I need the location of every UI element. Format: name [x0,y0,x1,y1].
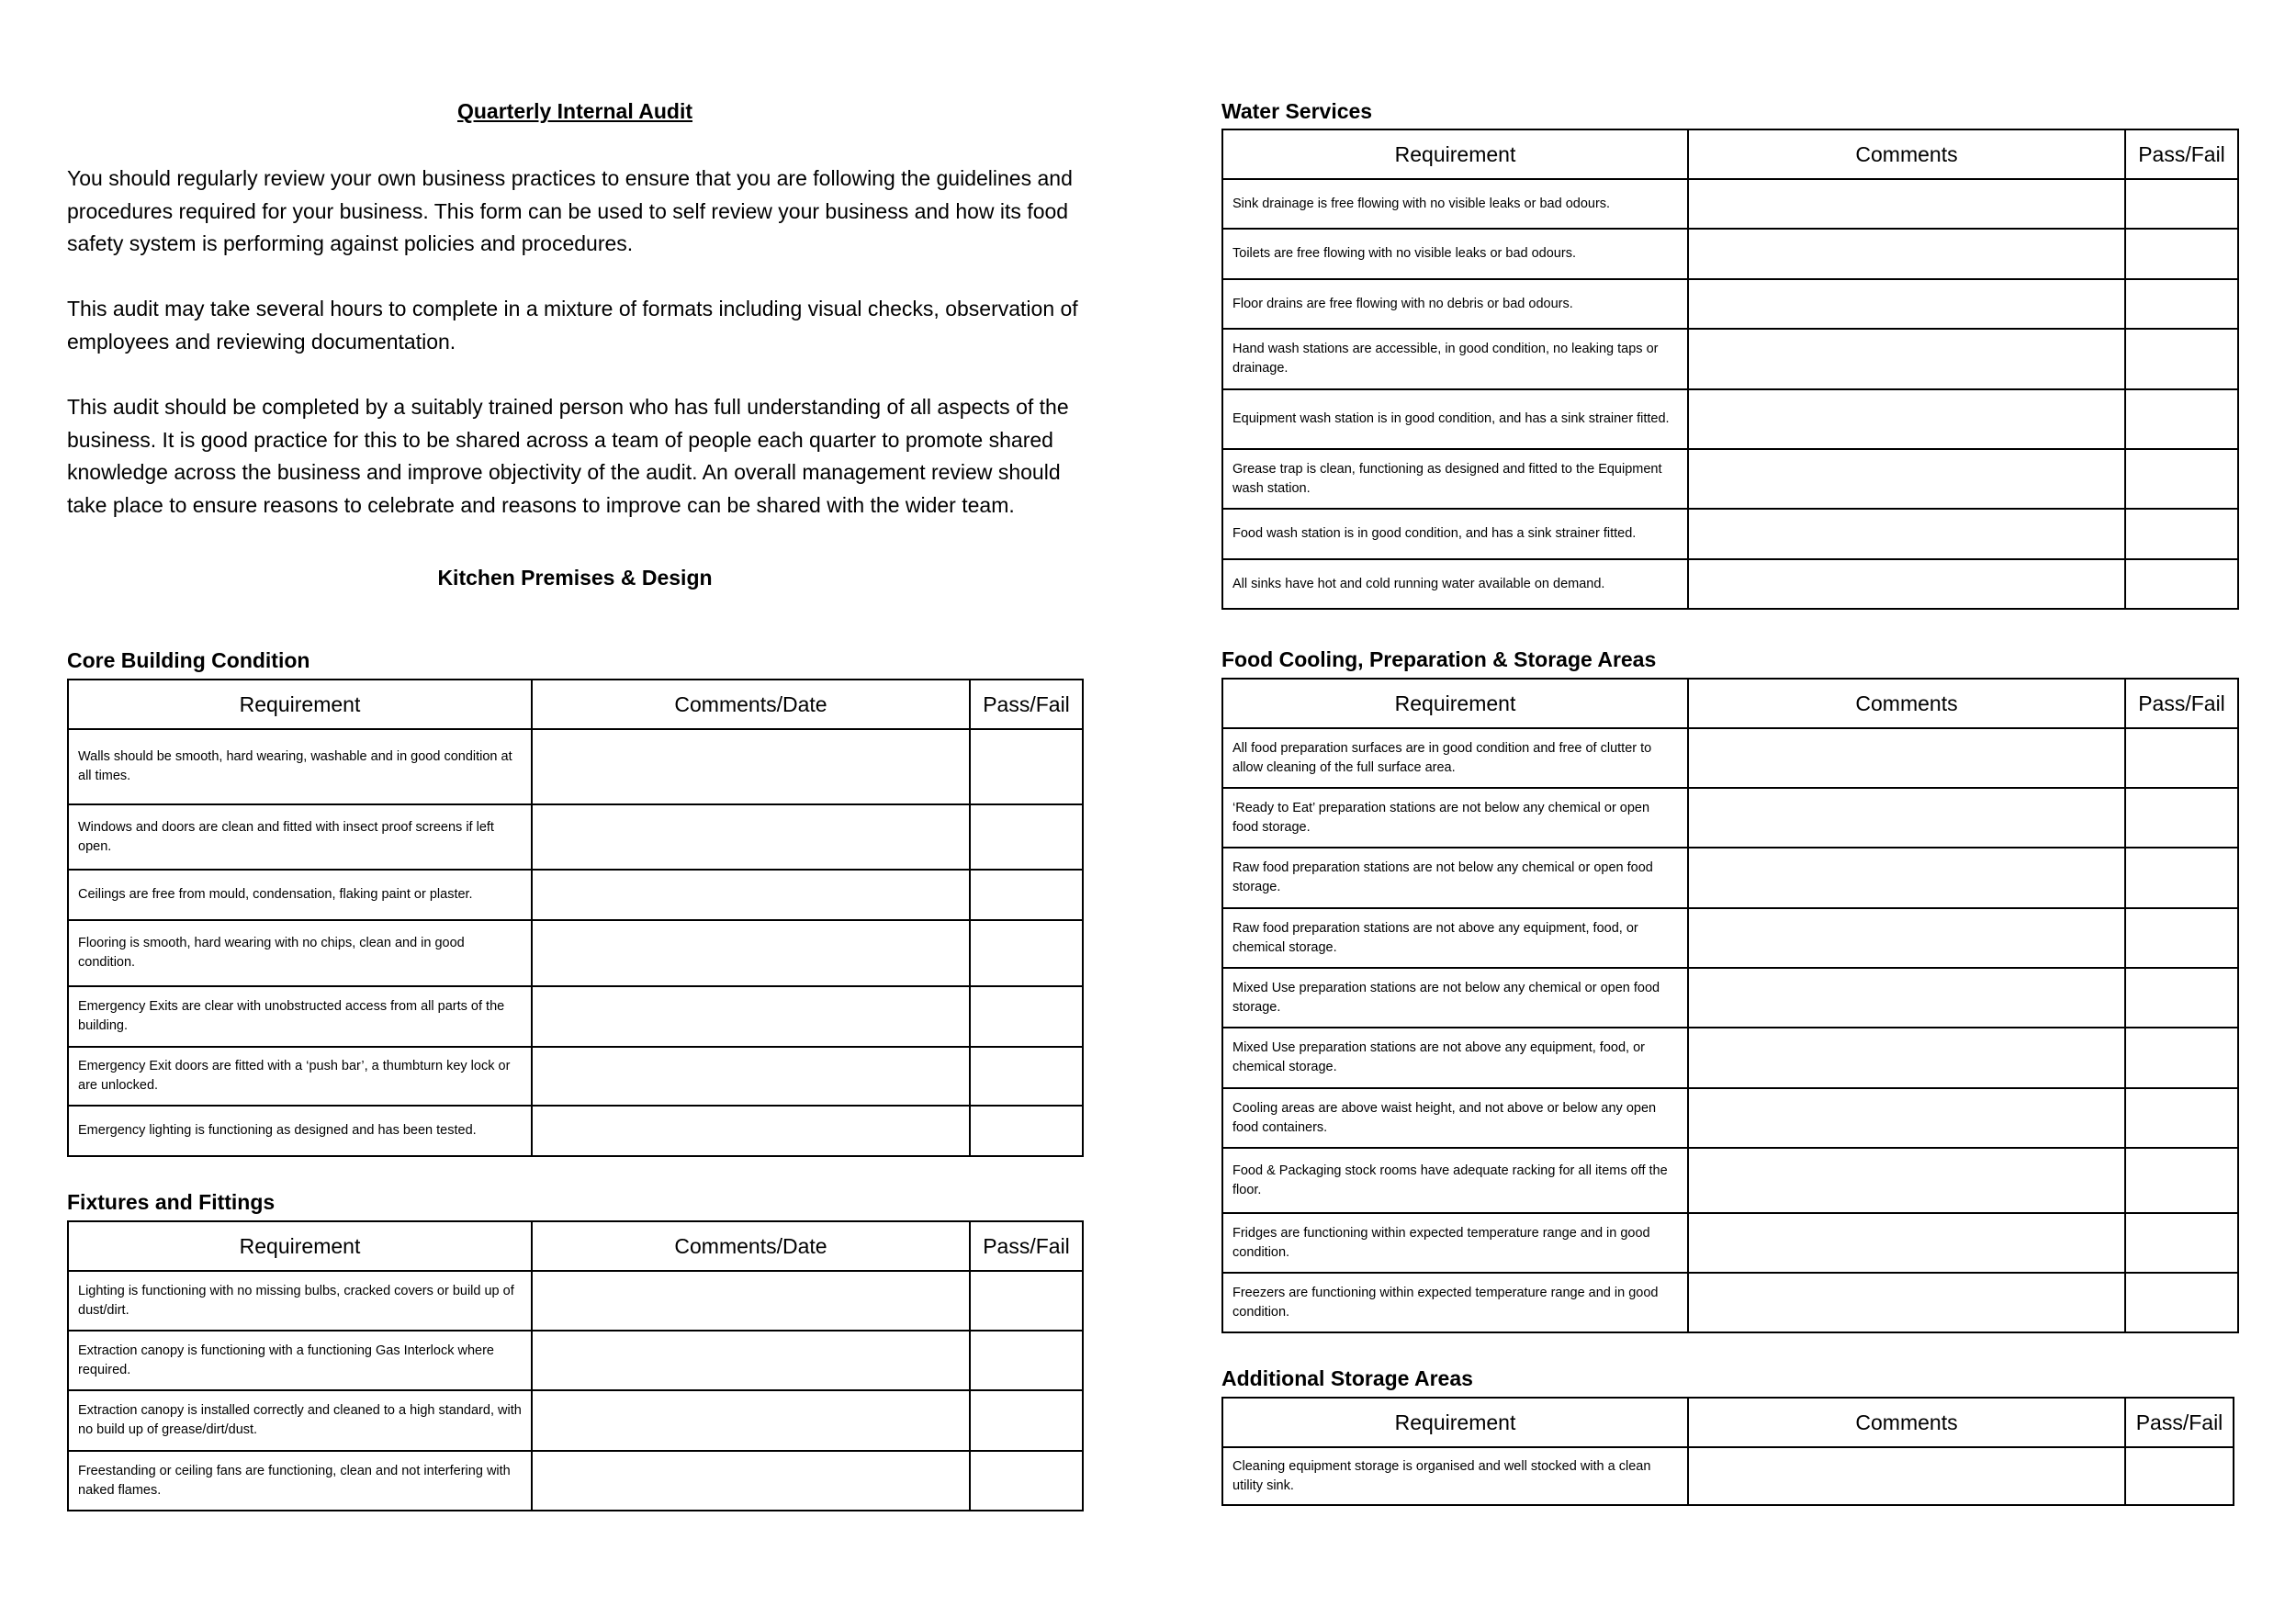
table-row [1222,1088,2238,1148]
additional-storage-title: Additional Storage Areas [1221,1366,1473,1390]
requirement-cell: All sinks have hot and cold running water available on demand. [1222,559,1688,609]
pass-fail-cell[interactable] [2125,389,2238,449]
requirement-cell: Raw food preparation stations are not below any chemical or open food storage. [1222,848,1688,908]
table-row [1222,279,2238,329]
table-row [1222,788,2238,848]
table-row [1222,179,2238,229]
comments-cell[interactable] [532,1451,970,1511]
comments-cell[interactable] [1688,1447,2125,1505]
requirement-cell: Equipment wash station is in good condition, and has a sink strainer fitted. [1222,389,1688,449]
table-row [1222,1148,2238,1213]
table-row [68,1451,1083,1511]
pass-fail-cell[interactable] [2125,1148,2238,1213]
comments-cell[interactable] [1688,229,2125,279]
table-row [68,804,1083,870]
requirement-cell: Sink drainage is free flowing with no visible leaks or bad odours. [1222,179,1688,229]
table-row [1222,1213,2238,1273]
comments-cell[interactable] [1688,1088,2125,1148]
requirement-cell: Emergency lighting is functioning as designed and has been tested. [68,1106,532,1156]
intro-paragraph-1: You should regularly review your own business practices to ensure that you are following the guidelines and procedures required for your business. This form can be used to self review your business and how its food safety system is performing against policies and procedures. [67,166,1073,255]
table-row [1222,559,2238,609]
table-header-row [1222,129,2238,179]
requirement-cell: Freestanding or ceiling fans are functioning, clean and not interfering with naked flames. [68,1451,532,1511]
requirement-cell: Flooring is smooth, hard wearing with no chips, clean and in good condition. [68,920,532,986]
pass-fail-cell[interactable] [2125,1273,2238,1332]
comments-cell[interactable] [1688,1213,2125,1273]
comments-cell[interactable] [532,920,970,986]
header-requirement: Requirement [68,680,532,729]
pass-fail-cell[interactable] [2125,908,2238,968]
requirement-cell: Fridges are functioning within expected temperature range and in good condition. [1222,1213,1688,1273]
pass-fail-cell[interactable] [2125,179,2238,229]
table-row [68,1047,1083,1106]
table-header-row [68,1221,1083,1271]
requirement-cell: Mixed Use preparation stations are not above any equipment, food, or chemical storage. [1222,1028,1688,1088]
pass-fail-cell[interactable] [2125,1088,2238,1148]
requirement-cell: Floor drains are free flowing with no debris or bad odours. [1222,279,1688,329]
requirement-cell: All food preparation surfaces are in good condition and free of clutter to allow cleaning of the full surface area. [1222,728,1688,788]
comments-cell[interactable] [532,804,970,870]
requirement-cell: Cooling areas are above waist height, and not above or below any open food containers. [1222,1088,1688,1148]
table-row [68,729,1083,804]
requirement-cell: Food wash station is in good condition, and has a sink strainer fitted. [1222,509,1688,559]
requirement-cell: Lighting is functioning with no missing bulbs, cracked covers or build up of dust/dirt. [68,1271,532,1331]
comments-cell[interactable] [1688,968,2125,1028]
table-row [1222,1028,2238,1088]
pass-fail-cell[interactable] [2125,1213,2238,1273]
comments-cell[interactable] [1688,279,2125,329]
pass-fail-cell[interactable] [2125,329,2238,389]
intro-paragraph-2: This audit may take several hours to complete in a mixture of formats including visual checks, observation of employees and reviewing documentation. [67,297,1078,354]
table-row [1222,968,2238,1028]
table-row [1222,329,2238,389]
comments-cell[interactable] [532,1390,970,1451]
comments-cell[interactable] [1688,1273,2125,1332]
requirement-cell: Raw food preparation stations are not above any equipment, food, or chemical storage. [1222,908,1688,968]
pass-fail-cell[interactable] [2125,279,2238,329]
table-header-row [1222,679,2238,728]
pass-fail-cell[interactable] [2125,1028,2238,1088]
requirement-cell: Emergency Exits are clear with unobstructed access from all parts of the building. [68,986,532,1047]
comments-cell[interactable] [1688,329,2125,389]
comments-cell[interactable] [532,1106,970,1156]
pass-fail-cell[interactable] [2125,848,2238,908]
header-pass-fail: Pass/Fail [2125,1398,2234,1447]
header-pass-fail: Pass/Fail [2125,679,2238,728]
comments-cell[interactable] [1688,509,2125,559]
table-row [68,920,1083,986]
fixtures-fittings-title: Fixtures and Fittings [67,1190,276,1214]
water-services-table [1221,129,2239,610]
comments-cell[interactable] [1688,728,2125,788]
header-comments: Comments/Date [532,1221,970,1271]
comments-cell[interactable] [1688,788,2125,848]
table-row [1222,728,2238,788]
header-pass-fail: Pass/Fail [2125,129,2238,179]
comments-cell[interactable] [1688,848,2125,908]
table-row [1222,1273,2238,1332]
document-title: Quarterly Internal Audit [456,99,693,123]
pass-fail-cell[interactable] [970,1451,1083,1511]
requirement-cell: Emergency Exit doors are fitted with a ‘push bar’, a thumbturn key lock or are unlocked. [68,1047,532,1106]
table-row [1222,449,2238,509]
comments-cell[interactable] [1688,1028,2125,1088]
requirement-cell: Extraction canopy is installed correctly and cleaned to a high standard, with no build up of grease/dirt/dust. [68,1390,532,1451]
comments-cell[interactable] [1688,559,2125,609]
requirement-cell: Toilets are free flowing with no visible leaks or bad odours. [1222,229,1688,279]
comments-cell[interactable] [1688,389,2125,449]
core-building-title: Core Building Condition [67,648,310,672]
pass-fail-cell[interactable] [2125,449,2238,509]
comments-cell[interactable] [1688,179,2125,229]
requirement-cell: Extraction canopy is functioning with a functioning Gas Interlock where required. [68,1331,532,1390]
intro-paragraph-3: This audit should be completed by a suitably trained person who has full understanding of all aspects of the business. It is good practice for this to be shared across a team of people each quarter to promote shared knowledge across the business and improve objectivity of the audit. An overall management review should take place to ensure reasons to celebrate and reasons to improve can be shared with the wider team. [67,395,1069,517]
table-row [1222,389,2238,449]
pass-fail-cell[interactable] [970,870,1083,920]
comments-cell[interactable] [532,870,970,920]
core-building-table [67,679,1084,1157]
pass-fail-cell[interactable] [970,729,1083,804]
requirement-cell: Walls should be smooth, hard wearing, washable and in good condition at all times. [68,729,532,804]
pass-fail-cell[interactable] [970,986,1083,1047]
header-comments: Comments [1688,1398,2125,1447]
header-pass-fail: Pass/Fail [970,1221,1083,1271]
requirement-cell: Freezers are functioning within expected temperature range and in good condition. [1222,1273,1688,1332]
requirement-cell: Hand wash stations are accessible, in good condition, no leaking taps or drainage. [1222,329,1688,389]
pass-fail-cell[interactable] [2125,968,2238,1028]
requirement-cell: ‘Ready to Eat’ preparation stations are not below any chemical or open food storage. [1222,788,1688,848]
table-row [1222,229,2238,279]
requirement-cell: Cleaning equipment storage is organised and well stocked with a clean utility sink. [1222,1447,1688,1505]
table-row [1222,908,2238,968]
header-requirement: Requirement [1222,129,1688,179]
comments-cell[interactable] [1688,449,2125,509]
pass-fail-cell[interactable] [2125,559,2238,609]
comments-cell[interactable] [532,729,970,804]
pass-fail-cell[interactable] [2125,728,2238,788]
pass-fail-cell[interactable] [970,1106,1083,1156]
comments-cell[interactable] [1688,908,2125,968]
pass-fail-cell[interactable] [970,1390,1083,1451]
table-row [68,870,1083,920]
header-requirement: Requirement [68,1221,532,1271]
water-services-title: Water Services [1221,99,1373,123]
comments-cell[interactable] [532,1047,970,1106]
pass-fail-cell[interactable] [970,1047,1083,1106]
comments-cell[interactable] [532,1271,970,1331]
table-row [1222,509,2238,559]
requirement-cell: Windows and doors are clean and fitted with insect proof screens if left open. [68,804,532,870]
pass-fail-cell[interactable] [970,920,1083,986]
table-row [68,1390,1083,1451]
food-cooling-title: Food Cooling, Preparation & Storage Areas [1221,647,1657,671]
pass-fail-cell[interactable] [2125,229,2238,279]
header-requirement: Requirement [1222,1398,1688,1447]
table-row [68,1331,1083,1390]
table-row [68,1106,1083,1156]
requirement-cell: Grease trap is clean, functioning as designed and fitted to the Equipment wash station. [1222,449,1688,509]
table-row [68,986,1083,1047]
comments-cell[interactable] [1688,1148,2125,1213]
pass-fail-cell[interactable] [970,804,1083,870]
table-row [1222,1447,2234,1505]
header-pass-fail: Pass/Fail [970,680,1083,729]
table-header-row [68,680,1083,729]
fixtures-fittings-table [67,1220,1084,1511]
header-requirement: Requirement [1222,679,1688,728]
table-row [1222,848,2238,908]
food-cooling-table [1221,678,2239,1333]
header-comments: Comments [1688,129,2125,179]
header-comments: Comments [1688,679,2125,728]
additional-storage-table [1221,1397,2234,1506]
pass-fail-cell[interactable] [2125,1447,2234,1505]
table-row [68,1271,1083,1331]
requirement-cell: Mixed Use preparation stations are not below any chemical or open food storage. [1222,968,1688,1028]
requirement-cell: Food & Packaging stock rooms have adequate racking for all items off the floor. [1222,1148,1688,1213]
kitchen-premises-heading: Kitchen Premises & Design [437,566,713,590]
requirement-cell: Ceilings are free from mould, condensation, flaking paint or plaster. [68,870,532,920]
pass-fail-cell[interactable] [970,1271,1083,1331]
pass-fail-cell[interactable] [2125,509,2238,559]
comments-cell[interactable] [532,986,970,1047]
pass-fail-cell[interactable] [2125,788,2238,848]
table-header-row [1222,1398,2234,1447]
pass-fail-cell[interactable] [970,1331,1083,1390]
header-comments: Comments/Date [532,680,970,729]
comments-cell[interactable] [532,1331,970,1390]
